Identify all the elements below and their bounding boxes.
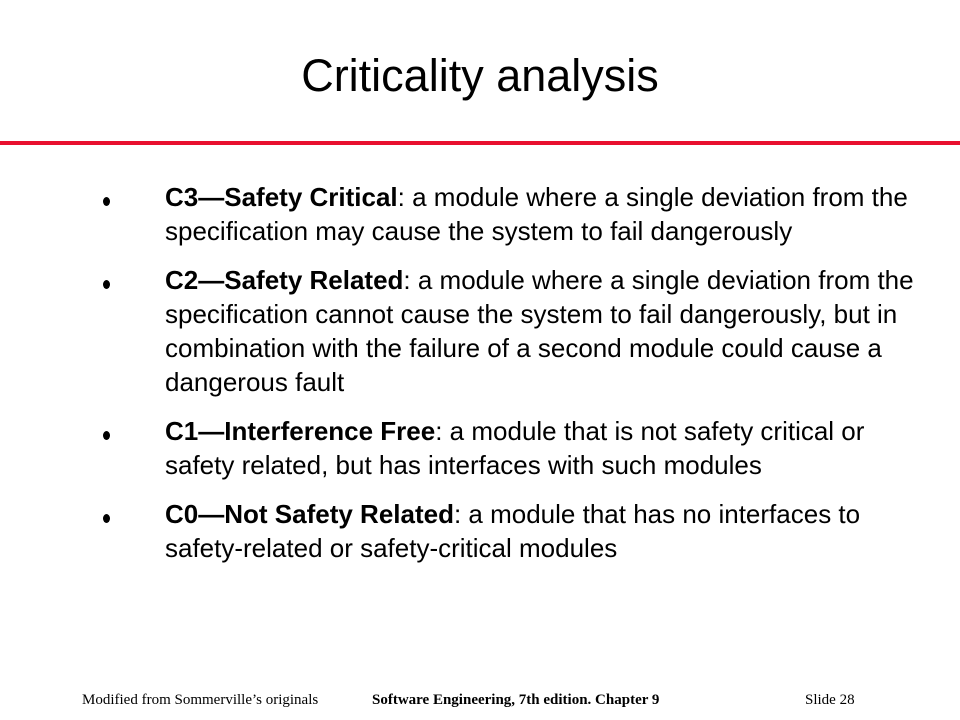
bullet-term: C0—Not Safety Related xyxy=(165,499,454,529)
title-divider xyxy=(0,141,960,145)
bullet-dot-icon xyxy=(103,280,110,289)
bullet-term: C1—Interference Free xyxy=(165,416,436,446)
bullet-text xyxy=(165,263,915,399)
bullet-description: : a module that is not safety critical or safety related, but has interfaces with such modules xyxy=(165,416,865,480)
bullet-term: C3—Safety Critical xyxy=(165,182,398,212)
list-item xyxy=(0,180,960,248)
bullet-description: : a module where a single deviation from the specification cannot cause the system to fail dangerously, but in combination with the failure of a second module could cause a dangerous fault xyxy=(165,265,914,397)
bullet-text xyxy=(165,497,915,565)
bullet-dot-icon xyxy=(103,197,110,206)
list-item xyxy=(0,414,960,482)
bullet-text xyxy=(165,180,915,248)
bullet-term: C2—Safety Related xyxy=(165,265,404,295)
bullet-text xyxy=(165,414,915,482)
bullet-dot-icon xyxy=(103,431,110,440)
footer-book: Software Engineering, 7th edition. Chapter 9 xyxy=(372,692,660,708)
list-item xyxy=(0,263,960,399)
slide-title: Criticality analysis xyxy=(301,50,659,101)
slide-number: Slide 28 xyxy=(805,692,855,708)
list-item xyxy=(0,497,960,565)
slide-footer xyxy=(0,690,960,714)
bullet-description: : a module that has no interfaces to safety-related or safety-critical modules xyxy=(165,499,861,563)
footer-source: Modified from Sommerville’s originals xyxy=(82,692,319,708)
bullet-description: : a module where a single deviation from the specification may cause the system to fail dangerously xyxy=(165,182,908,246)
bullet-list xyxy=(0,180,960,580)
bullet-dot-icon xyxy=(103,514,110,523)
